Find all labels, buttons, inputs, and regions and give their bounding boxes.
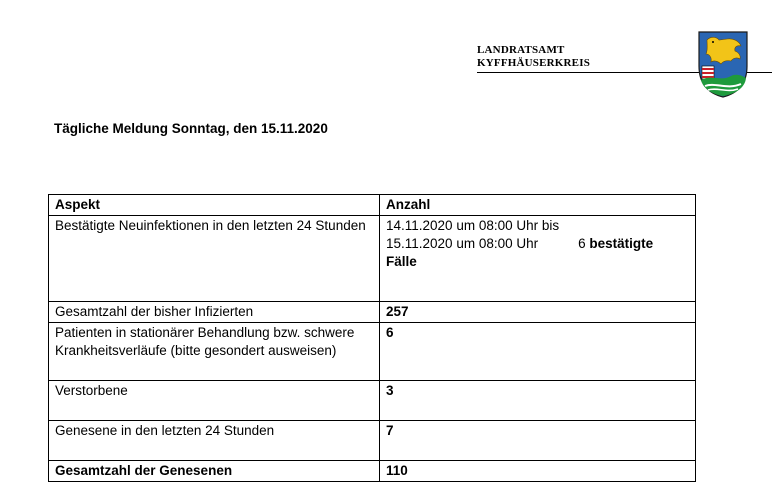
table-row bbox=[49, 302, 696, 323]
value-cell: 6 bbox=[380, 323, 696, 381]
value-cell: 3 bbox=[380, 381, 696, 421]
aspect-cell: Verstorbene bbox=[49, 381, 380, 421]
table-row bbox=[49, 421, 696, 461]
aspect-cell: Gesamtzahl der bisher Infizierten bbox=[49, 302, 380, 323]
aspect-cell: Bestätigte Neuinfektionen in den letzten 24 Stunden bbox=[49, 216, 380, 302]
table-row bbox=[49, 216, 696, 302]
district-name: KYFFHÄUSERKREIS bbox=[477, 57, 591, 69]
new-cases-count: 6 bbox=[578, 236, 586, 251]
aspect-cell: Gesamtzahl der Genesenen bbox=[49, 461, 380, 482]
table-header-row bbox=[49, 195, 696, 216]
table-row bbox=[49, 461, 696, 482]
aspect-cell: Genesene in den letzten 24 Stunden bbox=[49, 421, 380, 461]
period-end: 15.11.2020 um 08:00 Uhr bbox=[386, 236, 539, 251]
authority-name: LANDRATSAMT bbox=[477, 44, 565, 56]
coat-of-arms-icon bbox=[697, 30, 749, 98]
table-row bbox=[49, 381, 696, 421]
period-line bbox=[386, 235, 689, 253]
header-aspect: Aspekt bbox=[49, 195, 380, 216]
page-title: Tägliche Meldung Sonntag, den 15.11.2020 bbox=[54, 121, 328, 136]
table-row bbox=[49, 323, 696, 381]
value-cell: 257 bbox=[380, 302, 696, 323]
value-cell bbox=[380, 216, 696, 302]
value-cell: 7 bbox=[380, 421, 696, 461]
value-cell: 110 bbox=[380, 461, 696, 482]
report-table bbox=[48, 194, 696, 482]
confirmed-label: bestätigte bbox=[589, 236, 654, 251]
cases-label: Fälle bbox=[386, 254, 417, 269]
aspect-cell: Patienten in stationärer Behandlung bzw. schwere Krankheitsverläufe (bitte gesondert ausweisen) bbox=[49, 323, 380, 381]
letterhead bbox=[477, 44, 590, 70]
period-start: 14.11.2020 um 08:00 Uhr bis bbox=[386, 218, 560, 233]
header-count: Anzahl bbox=[380, 195, 696, 216]
